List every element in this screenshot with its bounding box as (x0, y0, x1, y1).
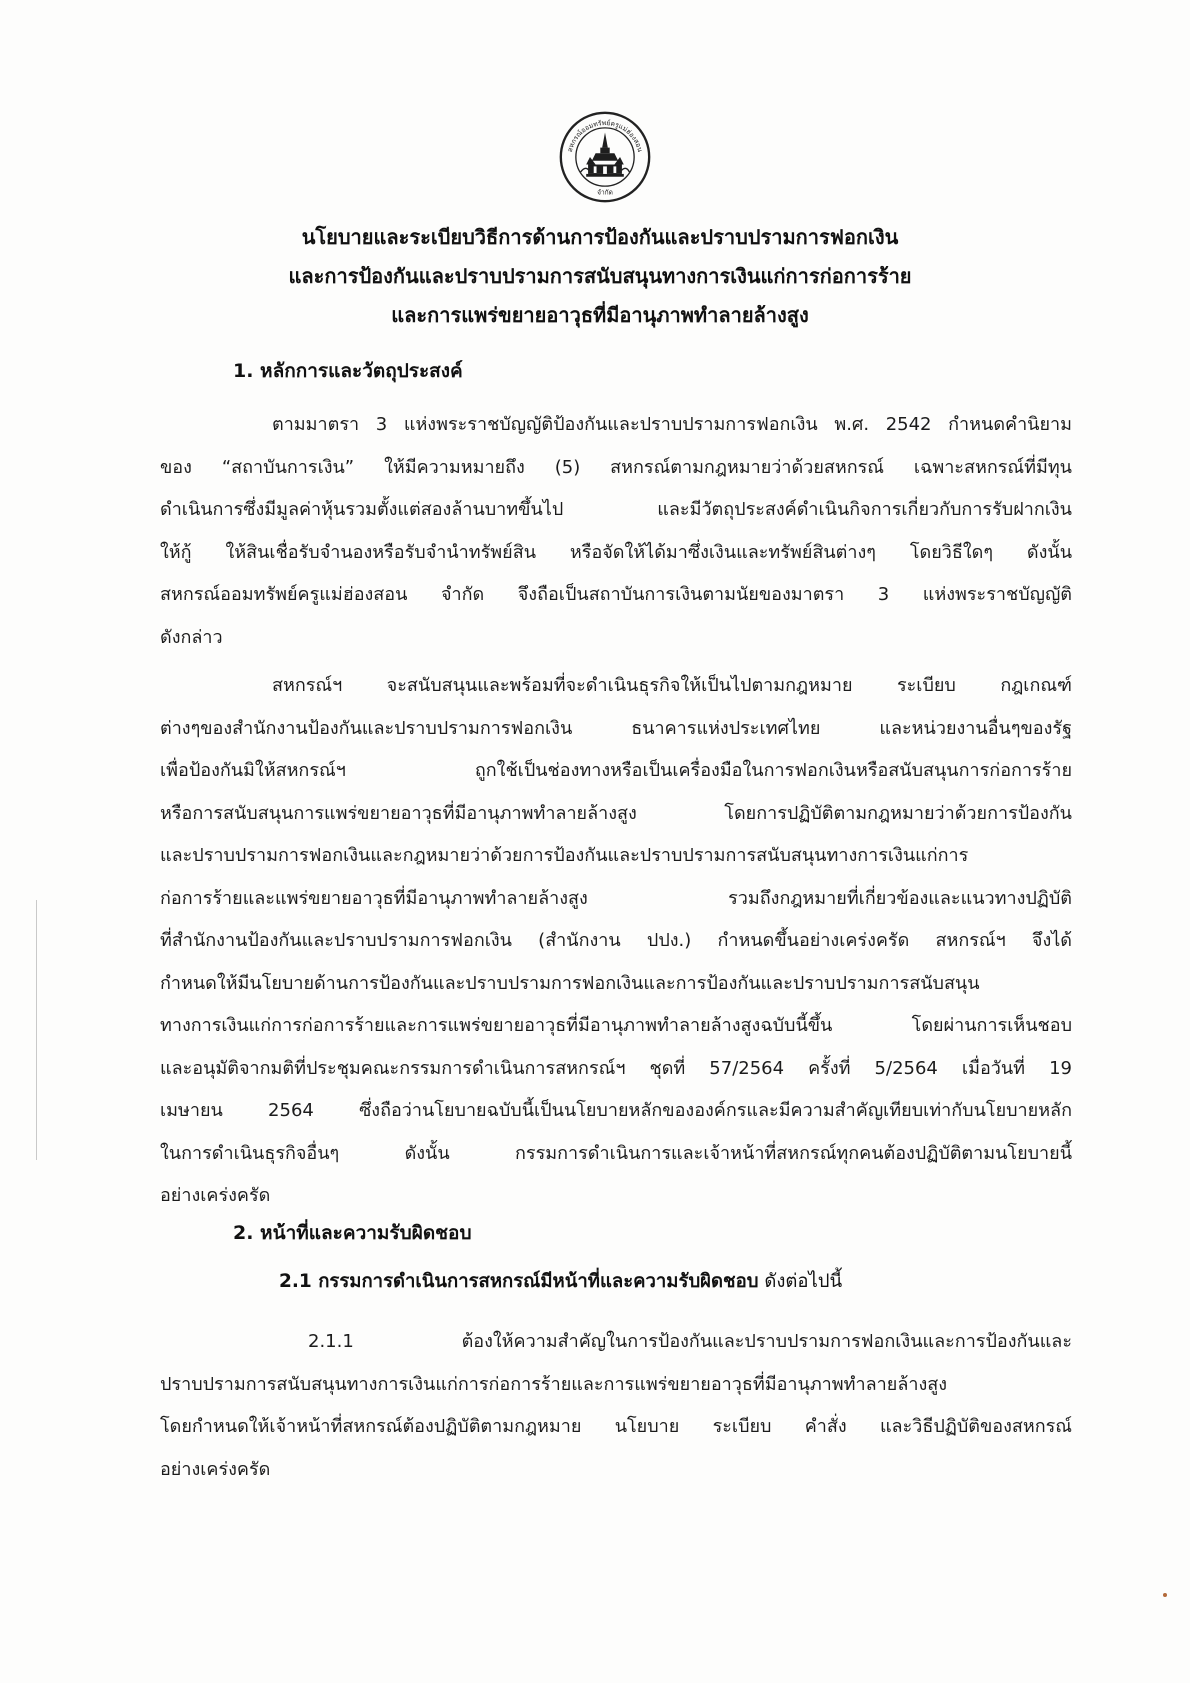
text-line: กำหนดให้มีนโยบายด้านการป้องกันและปราบปรามการฟอกเงินและการป้องกันและปราบปรามการสนับสนุน (160, 972, 980, 994)
section-1-paragraph-2 (160, 665, 1072, 1218)
section-2-1-heading (279, 1267, 842, 1297)
section-2-heading: 2. หน้าที่และความรับผิดชอบ (233, 1222, 472, 1244)
text-line: อย่างเคร่งครัด (160, 1185, 271, 1206)
text-line: ปราบปรามการสนับสนุนทางการเงินแก่การก่อการร้ายและการแพร่ขยายอาวุธที่มีอานุภาพทำลายล้างสูง (160, 1373, 948, 1395)
title-line-3: และการแพร่ขยายอาวุธที่มีอานุภาพทำลายล้างสูง (391, 303, 809, 327)
text-line: สหกรณ์ฯ จะสนับสนุนและพร้อมที่จะดำเนินธุรกิจให้เป็นไปตามกฎหมาย ระเบียบ กฎเกณฑ์ (272, 675, 1072, 696)
title-line-2: และการป้องกันและปราบปรามการสนับสนุนทางการเงินแก่การก่อการร้าย (288, 264, 912, 288)
section-1-heading: 1. หลักการและวัตถุประสงค์ (233, 360, 463, 382)
seal-ring-text: สหกรณ์ออมทรัพย์ครูแม่ฮ่องสอน (565, 118, 645, 153)
text-line: เพื่อป้องกันมิให้สหกรณ์ฯ ถูกใช้เป็นช่องทางหรือเป็นเครื่องมือในการฟอกเงินหรือสนับสนุนการก่อการร้าย (160, 760, 1072, 781)
section-2-1-heading-rest: ดังต่อไปนี้ (758, 1271, 843, 1292)
text-line: และปราบปรามการฟอกเงินและกฎหมายว่าด้วยการป้องกันและปราบปรามการสนับสนุนทางการเงินแก่การ (160, 845, 969, 866)
text-line: เมษายน 2564 ซึ่งถือว่านโยบายฉบับนี้เป็นนโยบายหลักขององค์กรและมีความสำคัญเทียบเท่ากับนโยบายหลัก (160, 1100, 1072, 1121)
section-2-1-heading-bold: 2.1 กรรมการดำเนินการสหกรณ์มีหน้าที่และความรับผิดชอบ (279, 1271, 759, 1292)
text-line: และอนุมัติจากมติที่ประชุมคณะกรรมการดำเนินการสหกรณ์ฯ ชุดที่ 57/2564 ครั้งที่ 5/2564 เมื่อวันที่ 19 (160, 1057, 1072, 1079)
text-line: ในการดำเนินธุรกิจอื่นๆ ดังนั้น กรรมการดำเนินการและเจ้าหน้าที่สหกรณ์ทุกคนต้องปฏิบัติตามนโยบายนี้ (160, 1142, 1072, 1164)
text-line: ของ “สถาบันการเงิน” ให้มีความหมายถึง (5) สหกรณ์ตามกฎหมายว่าด้วยสหกรณ์ เฉพาะสหกรณ์ที่มีทุน (160, 456, 1072, 478)
section-2-1-1-paragraph (160, 1321, 1072, 1491)
text-line: ที่สำนักงานป้องกันและปราบปรามการฟอกเงิน (สำนักงาน ปปง.) กำหนดขึ้นอย่างเคร่งครัด สหกรณ์ฯ จึงได้ (160, 930, 1072, 951)
text-line: ดังกล่าว (160, 626, 223, 648)
text-line: สหกรณ์ออมทรัพย์ครูแม่ฮ่องสอน จำกัด จึงถือเป็นสถาบันการเงินตามนัยของมาตรา 3 แห่งพระราชบัญญัติ (160, 584, 1072, 605)
scan-speck (1163, 1593, 1167, 1597)
cooperative-seal-icon (558, 110, 652, 204)
document-title (150, 218, 1050, 335)
text-line: 2.1.1 ต้องให้ความสำคัญในการป้องกันและปราบปรามการฟอกเงินและการป้องกันและ (308, 1331, 1072, 1352)
section-1-paragraph-1 (160, 404, 1072, 659)
text-line: โดยกำหนดให้เจ้าหน้าที่สหกรณ์ต้องปฏิบัติตามกฎหมาย นโยบาย ระเบียบ คำสั่ง และวิธีปฏิบัติของสหกรณ์ (160, 1416, 1072, 1437)
text-line: อย่างเคร่งครัด (160, 1458, 271, 1480)
scan-margin-mark (36, 900, 37, 1160)
title-line-1: นโยบายและระเบียบวิธีการด้านการป้องกันและปราบปรามการฟอกเงิน (301, 225, 899, 249)
text-line: ให้กู้ ให้สินเชื่อรับจำนองหรือรับจำนำทรัพย์สิน หรือจัดให้ได้มาซึ่งเงินและทรัพย์สินต่างๆ โดยวิธีใดๆ ดังนั้น (160, 541, 1072, 563)
text-line: หรือการสนับสนุนการแพร่ขยายอาวุธที่มีอานุภาพทำลายล้างสูง โดยการปฏิบัติตามกฎหมายว่าด้วยการป้องกัน (160, 802, 1072, 824)
text-line: ทางการเงินแก่การก่อการร้ายและการแพร่ขยายอาวุธที่มีอานุภาพทำลายล้างสูงฉบับนี้ขึ้น โดยผ่านการเห็นชอบ (160, 1015, 1072, 1036)
seal-bottom-text: จำกัด (597, 188, 613, 197)
text-line: ก่อการร้ายและแพร่ขยายอาวุธที่มีอานุภาพทำลายล้างสูง รวมถึงกฎหมายที่เกี่ยวข้องและแนวทางปฏิบัติ (160, 887, 1072, 909)
text-line: ตามมาตรา 3 แห่งพระราชบัญญัติป้องกันและปราบปรามการฟอกเงิน พ.ศ. 2542 กำหนดคำนิยาม (272, 414, 1072, 435)
text-line: ต่างๆของสำนักงานป้องกันและปราบปรามการฟอกเงิน ธนาคารแห่งประเทศไทย และหน่วยงานอื่นๆของรัฐ (160, 717, 1072, 739)
text-line: ดำเนินการซึ่งมีมูลค่าหุ้นรวมตั้งแต่สองล้านบาทขึ้นไป และมีวัตถุประสงค์ดำเนินกิจการเกี่ยวกับการรับฝากเงิน (160, 499, 1072, 520)
